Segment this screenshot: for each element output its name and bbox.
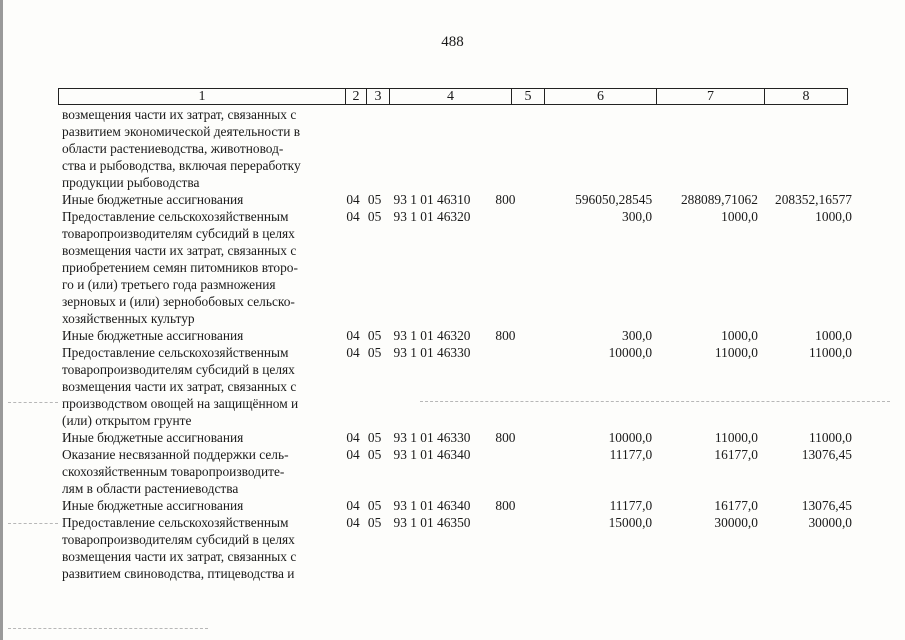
table-row (62, 344, 852, 429)
row-value-7: 16177,0 (714, 447, 758, 462)
row-value-7: 288089,71062 (680, 192, 758, 207)
row-expense-type: 800 (495, 328, 516, 343)
row-code: 93 1 01 46330 (393, 345, 471, 360)
table-header (58, 88, 848, 105)
row-value-8: 208352,16577 (775, 192, 852, 207)
header-col-1: 1 (59, 89, 346, 104)
row-code: 93 1 01 46320 (393, 209, 471, 224)
row-value-8: 1000,0 (815, 328, 852, 343)
row-value-6: 11177,0 (609, 447, 653, 462)
row-value-7: 11000,0 (714, 430, 758, 445)
row-value-7: 16177,0 (714, 498, 758, 513)
table-row (62, 446, 852, 497)
page-number: 488 (441, 34, 464, 50)
row-code: 93 1 01 46340 (393, 498, 471, 513)
row-subsection: 05 (367, 345, 382, 360)
row-value-7: 1000,0 (721, 209, 758, 224)
row-value-6: 300,0 (622, 209, 653, 224)
row-expense-type: 800 (495, 430, 516, 445)
row-subsection: 05 (367, 192, 382, 207)
scan-artifact (8, 628, 208, 629)
table-row (62, 208, 852, 327)
row-name: Иные бюджетные ассигнования (62, 430, 244, 445)
row-expense-type: 800 (495, 498, 516, 513)
row-value-8: 11000,0 (808, 430, 852, 445)
row-section: 04 (346, 515, 360, 530)
table-row (62, 327, 852, 344)
row-code: 93 1 01 46350 (393, 515, 471, 530)
row-value-6: 596050,28545 (575, 192, 653, 207)
scan-artifact (420, 401, 890, 402)
row-value-8: 30000,0 (808, 515, 852, 530)
header-col-2: 2 (346, 89, 367, 104)
row-section: 04 (346, 345, 360, 360)
header-col-3: 3 (367, 89, 390, 104)
row-section: 04 (346, 328, 360, 343)
table-row (62, 191, 852, 208)
row-name: Иные бюджетные ассигнования (62, 328, 244, 343)
header-col-8: 8 (802, 89, 810, 104)
row-value-6: 15000,0 (608, 515, 653, 530)
budget-table-body (62, 106, 852, 582)
table-row (62, 106, 852, 191)
row-value-8: 1000,0 (815, 209, 852, 224)
row-value-6: 11177,0 (609, 498, 653, 513)
row-name: Оказание несвязанной поддержки сель- скохозяйственным товаропроизводите- лям в области растениеводства (62, 447, 289, 496)
row-value-6: 10000,0 (608, 430, 653, 445)
row-name: Предоставление сельскохозяйственным товаропроизводителям субсидий в целях возмещения части их затрат, связанных с приобретением семян питомников второ- го и (или) третьего года размножения зерновых и (или) зернобобовых сельско- хозяйственных культур (62, 209, 298, 326)
row-value-6: 300,0 (622, 328, 653, 343)
header-col-6: 6 (545, 89, 657, 104)
scan-artifact (8, 402, 58, 403)
header-col-5: 5 (512, 89, 545, 104)
scan-artifact (8, 523, 58, 524)
row-section: 04 (346, 192, 360, 207)
header-col-7: 7 (657, 89, 765, 104)
row-subsection: 05 (367, 515, 382, 530)
row-name: Иные бюджетные ассигнования (62, 498, 244, 513)
header-col-4: 4 (390, 89, 512, 104)
row-value-8: 13076,45 (801, 447, 852, 462)
row-subsection: 05 (367, 209, 382, 224)
row-value-6: 10000,0 (608, 345, 653, 360)
row-subsection: 05 (367, 328, 382, 343)
row-value-7: 1000,0 (721, 328, 758, 343)
row-name: Предоставление сельскохозяйственным товаропроизводителям субсидий в целях возмещения части их затрат, связанных с развитием свиноводства, птицеводства и (62, 515, 297, 581)
table-row (62, 429, 852, 446)
row-value-7: 11000,0 (714, 345, 758, 360)
row-value-7: 30000,0 (714, 515, 758, 530)
table-row (62, 514, 852, 582)
scan-edge (0, 0, 3, 640)
row-subsection: 05 (367, 447, 382, 462)
table-row (62, 497, 852, 514)
row-code: 93 1 01 46340 (393, 447, 471, 462)
row-subsection: 05 (367, 430, 382, 445)
row-expense-type: 800 (495, 192, 516, 207)
row-section: 04 (346, 430, 360, 445)
row-subsection: 05 (367, 498, 382, 513)
row-code: 93 1 01 46310 (393, 192, 471, 207)
row-section: 04 (346, 209, 360, 224)
row-code: 93 1 01 46330 (393, 430, 471, 445)
row-name: Предоставление сельскохозяйственным товаропроизводителям субсидий в целях возмещения части их затрат, связанных с производством овощей на защищённом и (или) открытом грунте (62, 345, 299, 428)
row-value-8: 13076,45 (801, 498, 852, 513)
row-value-8: 11000,0 (808, 345, 852, 360)
row-section: 04 (346, 447, 360, 462)
row-name: Иные бюджетные ассигнования (62, 192, 244, 207)
row-code: 93 1 01 46320 (393, 328, 471, 343)
row-section: 04 (346, 498, 360, 513)
row-name: возмещения части их затрат, связанных с развитием экономической деятельности в области растениеводства, животновод- ства и рыбоводства, включая переработку продукции рыбоводства (62, 107, 301, 190)
